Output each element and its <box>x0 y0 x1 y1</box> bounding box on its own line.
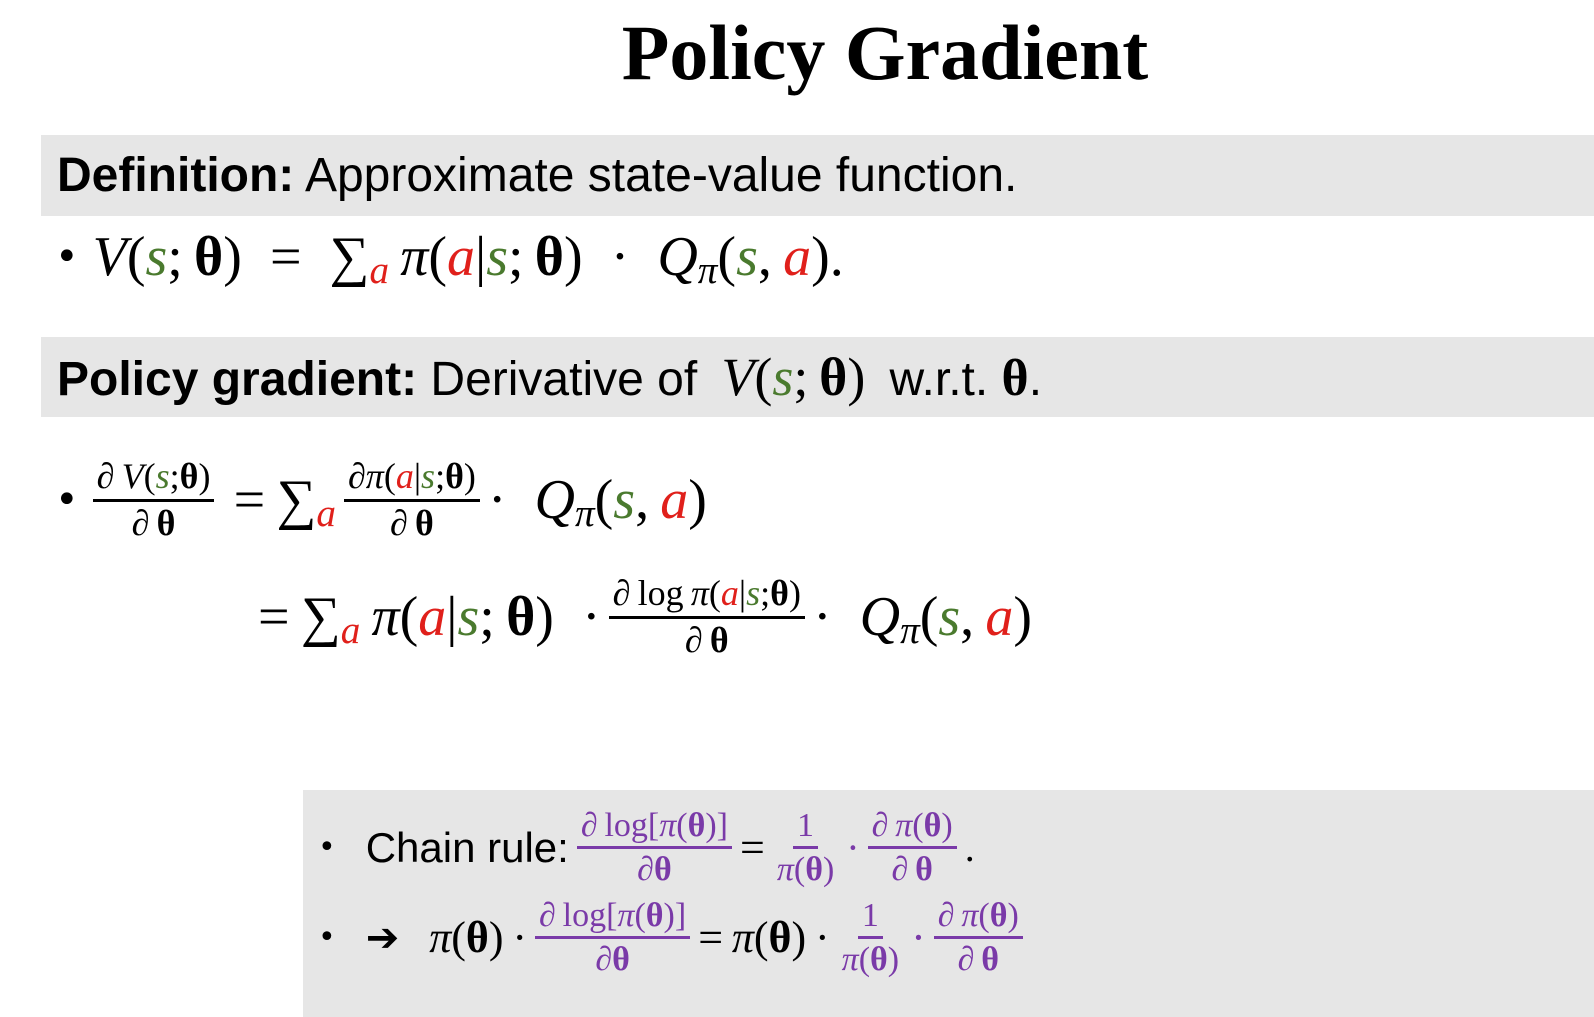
arrow-icon: ➔ <box>365 914 400 961</box>
dlogpi-dtheta-fraction: $\frac{\text{∂ log π(a|s;θ)}}{\partial \theta}$ <box>609 574 805 660</box>
gradient-formula-line-1: • $\frac{\partial V(s;\theta)}{\partial \theta}$ = ∑ a $\frac{\partial\pi(a|s;\theta)}{\partial \theta}$ · Q π ( s , a ) <box>55 455 707 543</box>
definition-label: Definition: <box>57 149 295 202</box>
gradient-formula-line-2: = ∑ a π ( a | s ; θ ) · $\frac{\text{∂ log π(a|s;θ)}}{\partial \theta}$ · Q π ( s , a ) <box>258 572 1033 660</box>
policy-gradient-heading: Policy gradient: Derivative of V(s; θ) w.r.t. θ. <box>57 347 1043 407</box>
dV-dtheta-fraction: $\frac{\partial V(s;\theta)}{\partial \theta}$ <box>93 457 215 543</box>
policy-gradient-label: Policy gradient: <box>57 353 418 406</box>
chain-rule-line-1: • Chain rule: $\frac{\partial \log[\pi(\theta)]}{\partial\theta}$ = $\frac{1}{\pi(\theta)}$ · $\frac{\partial \pi(\theta)}{\partial \theta}$ . <box>318 806 975 888</box>
chain-rule-line-2: • ➔ π ( θ ) · $\frac{\partial \log[\pi(\theta)]}{\partial\theta}$ = π ( θ ) · $\frac{1}{\pi(\theta)}$ · $\frac{\partial \pi(\theta)}{\partial \theta}$ <box>318 890 1031 985</box>
chain-rule-label: Chain rule: <box>365 823 569 871</box>
definition-text: Approximate state-value function. <box>304 149 1018 202</box>
definition-formula: • V ( s ; θ ) = ∑ a π ( a | s ; θ ) · Q π ( s , a ). <box>55 226 844 293</box>
definition-heading <box>57 146 1017 206</box>
page-title: Policy Gradient <box>621 9 1149 96</box>
dpi-dtheta-fraction: $\frac{\partial\pi(a|s;\theta)}{\partial \theta}$ <box>344 457 480 543</box>
